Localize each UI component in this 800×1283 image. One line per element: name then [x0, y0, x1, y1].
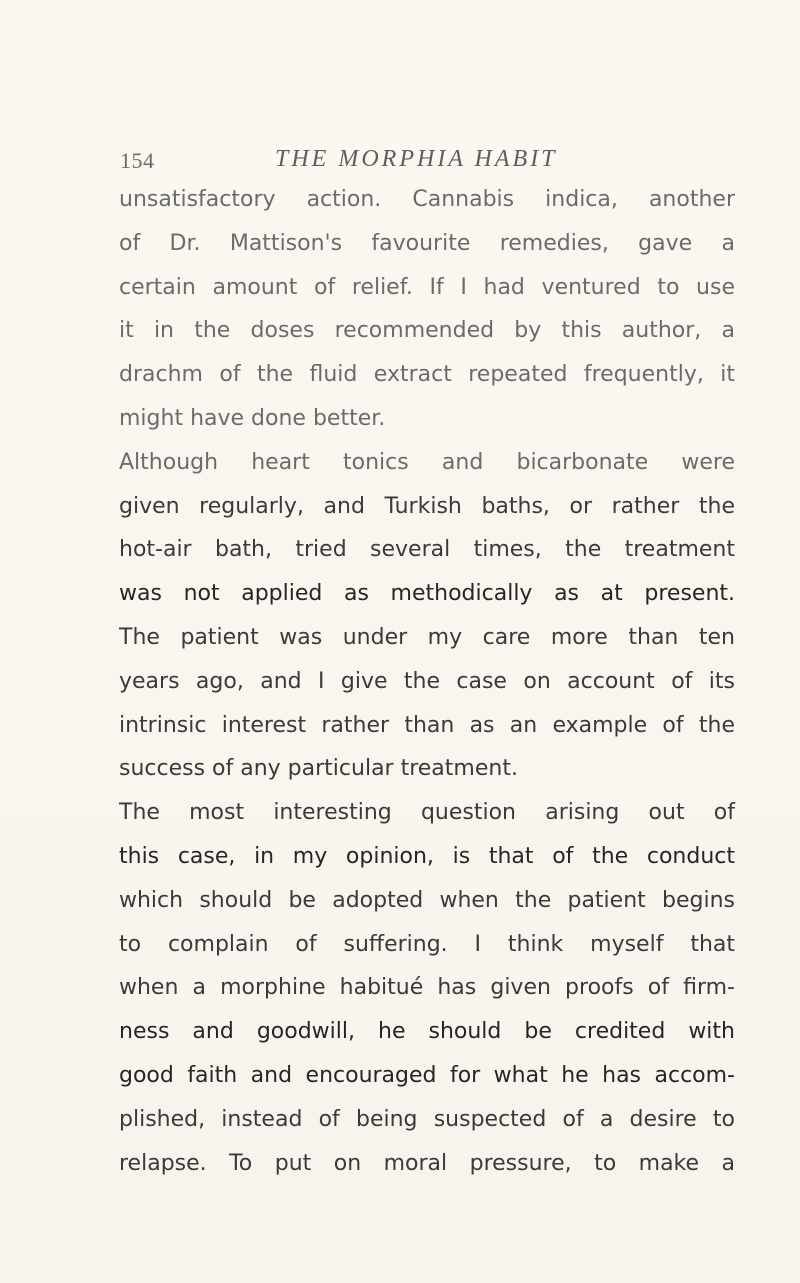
- text-line: given regularly, and Turkish baths, or rather the: [119, 493, 735, 519]
- text-line: of Dr. Mattison's favourite remedies, gave a: [119, 230, 735, 256]
- running-title: THE MORPHIA HABIT: [275, 146, 558, 172]
- text-line: relapse. To put on moral pressure, to make a: [119, 1150, 735, 1176]
- text-line: hot-air bath, tried several times, the treatment: [119, 537, 735, 563]
- text-line: years ago, and I give the case on account of its: [119, 668, 735, 694]
- text-line: might have done better.: [119, 405, 386, 431]
- text-line: good faith and encouraged for what he has accom-: [119, 1062, 735, 1088]
- page-number: 154: [120, 148, 155, 173]
- text-line: The most interesting question arising out of: [119, 800, 735, 826]
- text-line: plished, instead of being suspected of a desire to: [119, 1106, 735, 1132]
- text-line: Although heart tonics and bicarbonate were: [119, 449, 735, 475]
- text-line: to complain of suffering. I think myself that: [119, 931, 735, 957]
- text-line: this case, in my opinion, is that of the conduct: [119, 843, 735, 869]
- text-line: which should be adopted when the patient begins: [119, 887, 735, 913]
- running-head: [120, 142, 740, 182]
- text-line: success of any particular treatment.: [119, 756, 518, 782]
- text-line: it in the doses recommended by this author, a: [119, 318, 735, 344]
- text-line: was not applied as methodically as at present.: [119, 581, 735, 607]
- text-line: when a morphine habitué has given proofs of firm-: [119, 975, 735, 1001]
- body-text: [119, 178, 735, 1185]
- text-line: certain amount of relief. If I had ventured to use: [119, 274, 735, 300]
- text-line: ness and goodwill, he should be credited with: [119, 1019, 735, 1045]
- text-line: drachm of the fluid extract repeated frequently, it: [119, 362, 735, 388]
- text-line: unsatisfactory action. Cannabis indica, another: [119, 187, 735, 212]
- text-line: intrinsic interest rather than as an example of the: [119, 712, 735, 738]
- text-line: The patient was under my care more than ten: [119, 624, 735, 650]
